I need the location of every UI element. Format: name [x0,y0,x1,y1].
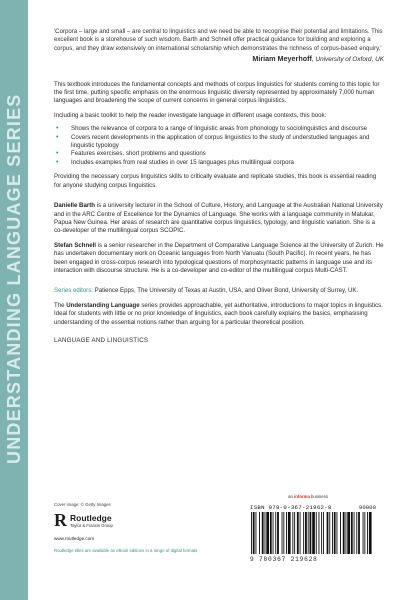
subject-category: LANGUAGE AND LINGUISTICS [54,336,149,344]
series-description [54,302,384,327]
endorsement-quote: 'Corpora – large and small – are central to linguistics and we need be able to recognise their potential and limitations. This excellent book is a storehouse of such wisdom. Barth and Schnell offer practical guidance for building and exploring a corpus, and they draw extensively on international scholarship which demonstrates the richness of corpus-based enquiry.' [54,28,383,52]
author-bio-text: is a senior researcher in the Department of Comparative Language Science at the University of Zurich. He has undertaken documentary work on Oceanic languages from North Vanuatu (South Pacific). In recent years, he has been engaged in cross-corpus research into typological questions of morphosyntactic patterns in language use and its interaction with discourse structure. He is a co-developer and co-editor of the multilingual corpus Multi-CAST. [54,241,384,274]
intro-paragraph: This textbook introduces the fundamental concepts and methods of corpus linguistics for students coming to this topic for the first time, putting specific emphasis on the enormous linguistic diversity represented by approximately 7,000 human languages and broadening the scope of current concerns in general corpus linguistics. [54,80,380,105]
series-editors [54,287,384,295]
feature-item: • Shows the relevance of corpora to a range of linguistic areas from phonology to sociolinguistics and discourse [54,125,384,133]
series-editors-text: Patience Epps, The University of Texas at Austin, USA, and Oliver Bond, University of Surrey, UK. [92,287,359,295]
series-desc-pre: The [54,301,67,309]
feature-item: • Features exercises, short problems and questions [54,150,384,158]
series-name: Understanding Language [66,301,140,309]
toolkit-intro: Including a basic toolkit to help the reader investigate language in different usage contexts, this book: [54,111,327,119]
feature-item: • Covers recent developments in the application of corpus linguistics to the study of understudied languages and linguistic typology [54,134,384,151]
publisher-text [70,514,113,528]
feature-list [54,125,384,167]
closing-paragraph: Providing the necessary corpus linguistics skills to critically evaluate and replicate studies, this book is essential reading for anyone studying corpus linguistics. [54,173,377,189]
price-code: 90000 [358,504,376,511]
ebook-note: Routledge titles are available as eBook editions in a range of digital formats [54,548,198,553]
author-bio-schnell [54,242,384,276]
publisher-group: Taylor & Francis Group [70,522,113,528]
publisher-name: Routledge [70,512,112,523]
cover-footer [54,494,384,600]
feature-item: • Includes examples from real studies in over 15 languages plus multilingual corpora [54,159,384,167]
publisher-logo [54,512,113,529]
cover-content [54,28,384,345]
back-cover [28,0,400,600]
spine-series-title: UNDERSTANDING LANGUAGE SERIES [4,93,24,464]
endorser-affiliation: , University of Oxford, UK [311,56,384,64]
isbn-label: ISBN 978-0-367-21962-8 [250,504,332,511]
endorsement-author [54,55,384,64]
series-desc-post: series provides approachable, yet authoritative, introductions to major topics in linguistics. Ideal for students with little or no prior knowledge of linguistics, each book carefully explains the basics, emphasising understanding of the essential notions rather than arguing for a particular theoretical position. [54,301,383,326]
publisher-website: www.routledge.com [54,536,95,541]
informa-business: an informa business [288,494,328,499]
author-bio-text: is a university lecturer in the School of Culture, History, and Language at the Australian National University and in the ARC Centre of Excellence for the Dynamics of Language. She works with a language community in Matukar, Papua New Guinea. Her areas of research are quantitative corpus linguistics, typology, and linguistic variation. She is a co-developer of the multilingual corpus SCOPIC. [54,202,383,235]
author-name: Danielle Barth [54,202,95,210]
barcode [246,500,378,572]
series-editors-label: Series editors: [54,287,93,295]
endorsement [54,28,384,65]
routledge-logo-icon: R [54,510,67,530]
spine [0,0,28,600]
informa-brand: informa [294,494,310,499]
cover-credit: Cover image: © Getty Images [54,502,111,507]
barcode-bars [250,512,374,554]
endorser-name: Miriam Meyerhoff [252,54,312,64]
author-name: Stefan Schnell [54,241,96,249]
author-bio-barth [54,202,384,236]
barcode-number: 9 780367 219628 [250,556,318,563]
